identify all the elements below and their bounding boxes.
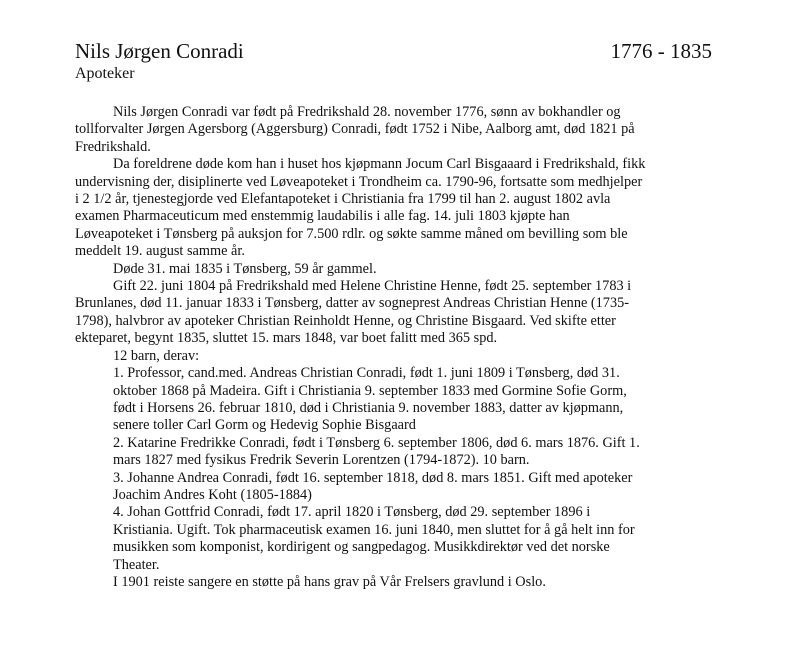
paragraph-death: [75, 261, 715, 278]
text-line: Fredrikshald.: [75, 138, 151, 155]
text-line: 3. Johanne Andrea Conradi, født 16. september 1818, død 8. mars 1851. Gift med apoteker: [113, 469, 633, 486]
biography-page: [75, 38, 715, 591]
text-line: Kristiania. Ugift. Tok pharmaceutisk examen 16. juni 1840, men sluttet for å gå helt inn for: [113, 521, 635, 538]
text-line: meddelt 19. august samme år.: [75, 243, 245, 260]
text-line: 1. Professor, cand.med. Andreas Christian Conradi, født 1. juni 1809 i Tønsberg, død 31.: [113, 365, 620, 382]
text-line: undervisning der, disiplinerte ved Løveapoteket i Trondheim ca. 1790-96, fortsatte som medhjelper: [75, 173, 643, 190]
child-entry-2: [75, 435, 715, 470]
text-line: ekteparet, begynt 1835, sluttet 15. mars 1848, var boet falitt med 365 spd.: [75, 330, 498, 347]
text-line: mars 1827 med fysikus Fredrik Severin Lorentzen (1794-1872). 10 barn.: [113, 452, 530, 469]
text-line: Gift 22. juni 1804 på Fredrikshald med Helene Christine Henne, født 25. september 1783 i: [113, 278, 632, 295]
paragraph-career: [75, 156, 715, 260]
text-line: Brunlanes, død 11. januar 1833 i Tønsberg, datter av sogneprest Andreas Christian Henne (1735-: [75, 295, 630, 312]
child-entry-4: [75, 504, 715, 574]
memorial-note: [75, 574, 715, 591]
text-line: Løveapoteket i Tønsberg på auksjon for 7.500 rdlr. og søkte samme måned om bevilling som ble: [75, 225, 628, 242]
paragraph-children-intro: [75, 348, 715, 365]
text-line: Theater.: [113, 556, 160, 573]
text-line: senere toller Carl Gorm og Hedevig Sophie Bisgaard: [113, 417, 416, 434]
profession: Apoteker: [75, 65, 135, 82]
text-line: musikken som komponist, kordirigent og sangpedagog. Musikkdirektør ved det norske: [113, 539, 610, 556]
person-name: Nils Jørgen Conradi: [75, 39, 244, 63]
text-line: tollforvalter Jørgen Agersborg (Aggersburg) Conradi, født 1752 i Nibe, Aalborg amt, død 1821 på: [75, 121, 635, 138]
text-line: 2. Katarine Fredrikke Conradi, født i Tønsberg 6. september 1806, død 6. mars 1876. Gift 1.: [113, 434, 640, 451]
text-line: 12 barn, derav:: [113, 347, 200, 364]
title-row: [75, 38, 715, 66]
text-line: født i Horsens 26. februar 1810, død i Christiania 9. november 1883, datter av kjøpmann,: [113, 399, 624, 416]
biography-body: [75, 104, 715, 591]
text-line: Nils Jørgen Conradi var født på Fredrikshald 28. november 1776, sønn av bokhandler og: [113, 104, 621, 120]
text-line: i 2 1/2 år, tjenestegjorde ved Elefantapoteket i Christiania fra 1799 til han 2. august 1802 avla: [75, 191, 611, 208]
text-line: Da foreldrene døde kom han i huset hos kjøpmann Jocum Carl Bisgaaard i Fredrikshald, fikk: [113, 156, 646, 173]
text-line: oktober 1868 på Madeira. Gift i Christiania 9. september 1833 med Gormine Sofie Gorm,: [113, 382, 627, 399]
text-line: 1798), halvbror av apoteker Christian Reinholdt Henne, og Christine Bisgaard. Ved skifte etter: [75, 312, 616, 329]
life-years: 1776 - 1835: [610, 39, 712, 63]
text-line: 4. Johan Gottfrid Conradi, født 17. april 1820 i Tønsberg, død 29. september 1896 i: [113, 504, 591, 521]
text-line: examen Pharmaceuticum med enstemmig laudabilis i alle fag. 14. juli 1803 kjøpte han: [75, 208, 570, 225]
paragraph-birth: [75, 104, 715, 156]
child-entry-1: [75, 365, 715, 435]
text-line: Døde 31. mai 1835 i Tønsberg, 59 år gammel.: [113, 260, 377, 277]
text-line: Joachim Andres Koht (1805-1884): [113, 486, 312, 503]
text-line: I 1901 reiste sangere en støtte på hans grav på Vår Frelsers gravlund i Oslo.: [113, 573, 546, 590]
child-entry-3: [75, 470, 715, 505]
paragraph-marriage: [75, 278, 715, 348]
